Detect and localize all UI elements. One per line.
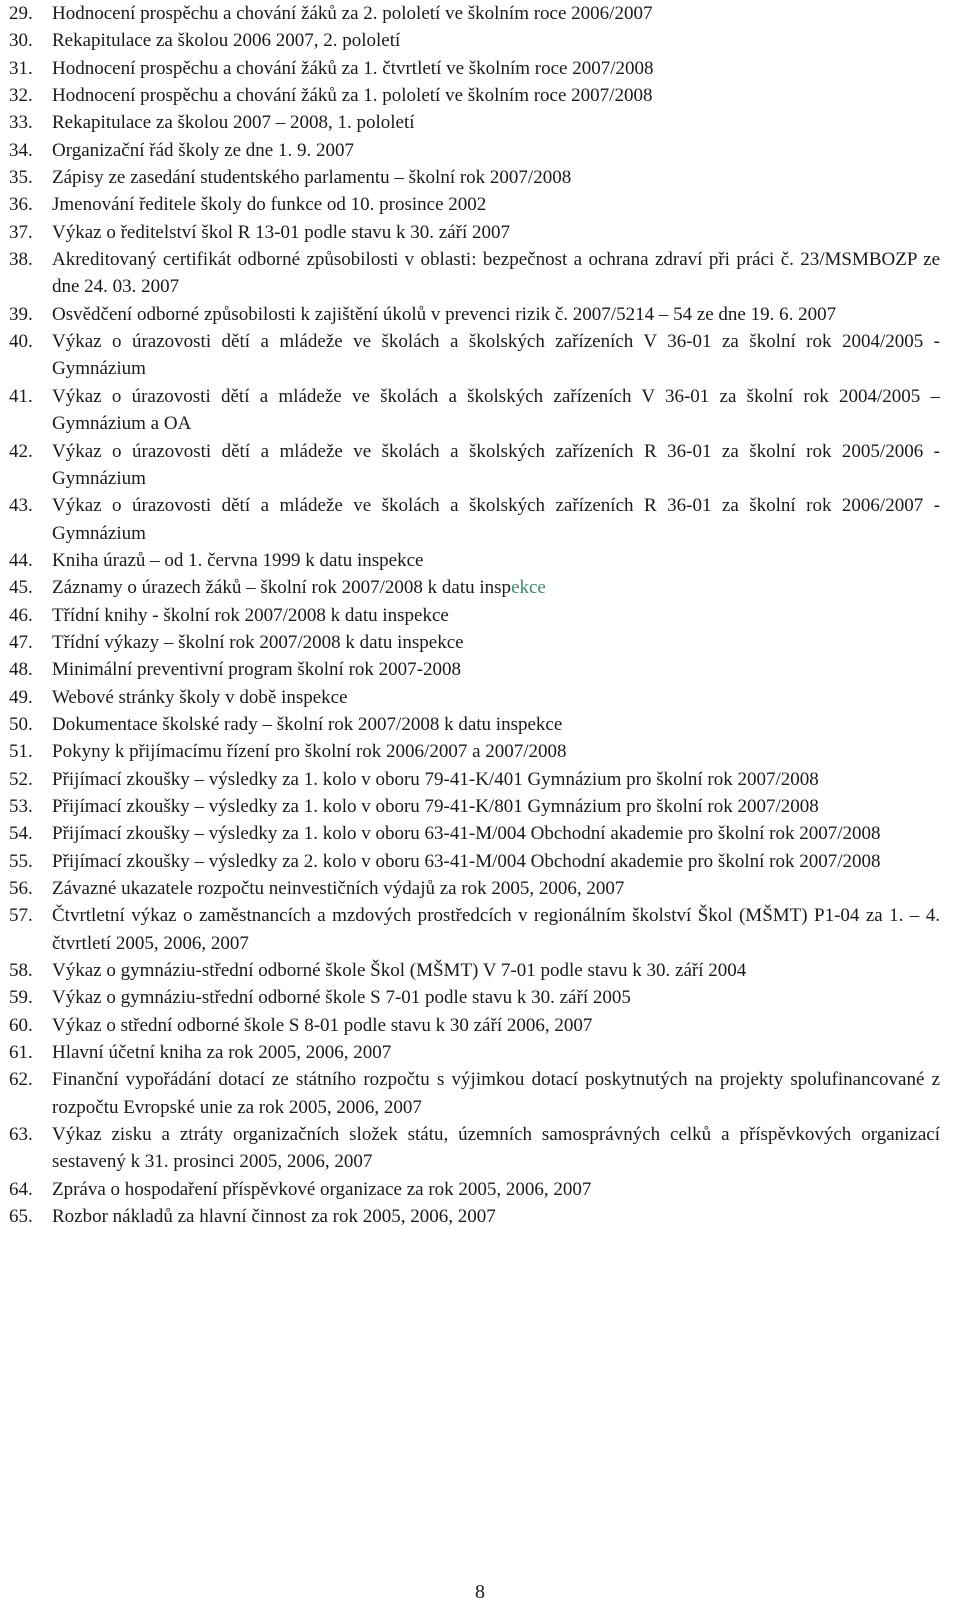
item-number: 51. [9, 741, 33, 763]
item-number: 60. [9, 1014, 33, 1036]
item-text: Záznamy o úrazech žáků – školní rok 2007/2008 k datu insp [52, 577, 512, 599]
item-number: 49. [9, 686, 33, 708]
item-number: 42. [9, 440, 33, 462]
list-item [9, 328, 940, 383]
item-text: Přijímací zkoušky – výsledky za 1. kolo v oboru 79-41-K/801 Gymnázium pro školní rok 2007/2008 [52, 795, 819, 817]
item-number: 65. [9, 1206, 33, 1228]
item-text: Pokyny k přijímacímu řízení pro školní rok 2006/2007 a 2007/2008 [52, 741, 567, 763]
item-number: 56. [9, 878, 33, 899]
item-text: Třídní knihy - školní rok 2007/2008 k datu inspekce [52, 604, 449, 626]
list-item [9, 301, 940, 328]
list-item [9, 383, 940, 438]
item-text: Třídní výkazy – školní rok 2007/2008 k datu inspekce [52, 631, 464, 653]
item-number: 48. [9, 659, 33, 681]
item-text: Kniha úrazů – od 1. června 1999 k datu inspekce [52, 549, 424, 571]
item-number: 41. [9, 385, 33, 407]
list-item [9, 191, 940, 218]
list-item [9, 1012, 940, 1039]
list-item [9, 820, 940, 847]
item-number: 37. [9, 221, 33, 243]
item-number: 44. [9, 549, 33, 571]
item-text-tail: ekce [511, 577, 546, 599]
item-text: Výkaz o úrazovosti dětí a mládeže ve školách a školských zařízeních V 36-01 za školní rok 2004/2005 - Gymnázium [52, 331, 940, 380]
item-text: Hodnocení prospěchu a chování žáků za 2. pololetí ve školním roce 2006/2007 [52, 3, 653, 24]
list-item [9, 1066, 940, 1121]
list-item [9, 1039, 940, 1066]
item-number: 38. [9, 249, 33, 271]
list-item [9, 902, 940, 957]
item-number: 59. [9, 987, 33, 1009]
list-item [9, 684, 940, 711]
item-text: Hodnocení prospěchu a chování žáků za 1. pololetí ve školním roce 2007/2008 [52, 85, 653, 107]
item-text: Výkaz o ředitelství škol R 13-01 podle stavu k 30. září 2007 [52, 221, 511, 243]
item-text: Přijímací zkoušky – výsledky za 1. kolo v oboru 79-41-K/401 Gymnázium pro školní rok 2007/2008 [52, 768, 819, 790]
item-number: 54. [9, 823, 33, 845]
item-text: Webové stránky školy v době inspekce [52, 686, 348, 708]
item-text: Minimální preventivní program školní rok 2007-2008 [52, 659, 461, 681]
item-text: Hlavní účetní kniha za rok 2005, 2006, 2007 [52, 1042, 392, 1064]
item-number: 58. [9, 960, 33, 982]
list-item [9, 137, 940, 164]
item-number: 40. [9, 331, 33, 353]
list-item [9, 574, 940, 601]
item-number: 39. [9, 303, 33, 325]
item-text: Výkaz o gymnáziu-střední odborné škole Škol (MŠMT) V 7-01 podle stavu k 30. září 2004 [52, 960, 747, 982]
list-item [9, 82, 940, 109]
list-item [9, 547, 940, 574]
item-text: Výkaz o úrazovosti dětí a mládeže ve školách a školských zařízeních R 36-01 za školní rok 2005/2006 - Gymnázium [52, 440, 940, 489]
item-number: 52. [9, 768, 33, 790]
list-item [9, 27, 940, 54]
list-item [9, 492, 940, 547]
item-number: 34. [9, 139, 33, 161]
item-text: Rekapitulace za školou 2007 – 2008, 1. pololetí [52, 112, 415, 134]
item-number: 64. [9, 1178, 33, 1200]
item-text: Výkaz o gymnáziu-střední odborné škole S 7-01 podle stavu k 30. září 2005 [52, 987, 631, 1009]
item-number: 43. [9, 495, 33, 517]
list-item [9, 246, 940, 301]
item-text: Dokumentace školské rady – školní rok 2007/2008 k datu inspekce [52, 713, 563, 735]
item-number: 35. [9, 167, 33, 189]
item-text: Rozbor nákladů za hlavní činnost za rok 2005, 2006, 2007 [52, 1206, 496, 1228]
item-text: Organizační řád školy ze dne 1. 9. 2007 [52, 139, 354, 161]
item-number: 46. [9, 604, 33, 626]
list-item [9, 602, 940, 629]
list-item [9, 656, 940, 683]
item-number: 30. [9, 30, 33, 52]
item-text: Čtvrtletní výkaz o zaměstnancích a mzdových prostředcích v regionálním školství Škol (MŠMT) P1-04 za 1. – 4. čtvrtletí 2005, 2006, 2007 [52, 905, 940, 954]
list-item [9, 793, 940, 820]
item-text: Přijímací zkoušky – výsledky za 1. kolo v oboru 63-41-M/004 Obchodní akademie pro školní rok 2007/2008 [52, 823, 881, 845]
list-item [9, 629, 940, 656]
list-item [9, 1121, 940, 1176]
list-item [9, 164, 940, 191]
item-number: 61. [9, 1042, 33, 1064]
item-text: Výkaz o úrazovosti dětí a mládeže ve školách a školských zařízeních R 36-01 za školní rok 2006/2007 - Gymnázium [52, 495, 940, 544]
list-item [9, 766, 940, 793]
item-text: Výkaz zisku a ztráty organizačních složek státu, územních samosprávných celků a příspěvkových organizací sestavený k 31. prosinci 2005, 2006, 2007 [52, 1124, 940, 1173]
list-item [9, 438, 940, 493]
item-text: Zpráva o hospodaření příspěvkové organizace za rok 2005, 2006, 2007 [52, 1178, 592, 1200]
item-number: 63. [9, 1124, 33, 1146]
item-number: 50. [9, 713, 33, 735]
item-text: Výkaz o střední odborné škole S 8-01 podle stavu k 30 září 2006, 2007 [52, 1014, 593, 1036]
list-item [9, 957, 940, 984]
item-text: Jmenování ředitele školy do funkce od 10. prosince 2002 [52, 194, 487, 216]
list-item [9, 55, 940, 82]
item-number: 55. [9, 850, 33, 872]
item-number: 36. [9, 194, 33, 216]
item-text: Hodnocení prospěchu a chování žáků za 1. čtvrtletí ve školním roce 2007/2008 [52, 57, 654, 79]
list-item [9, 738, 940, 765]
list-item [9, 219, 940, 246]
item-text: Přijímací zkoušky – výsledky za 2. kolo v oboru 63-41-M/004 Obchodní akademie pro školní rok 2007/2008 [52, 850, 881, 872]
item-number: 32. [9, 85, 33, 107]
list-item [9, 0, 940, 27]
list-item [9, 848, 940, 875]
list-item [9, 711, 940, 738]
item-number: 47. [9, 631, 33, 653]
page-number: 8 [475, 1581, 485, 1603]
item-number: 29. [9, 3, 33, 24]
item-text: Finanční vypořádání dotací ze státního rozpočtu s výjimkou dotací poskytnutých na projekty spolufinancované z rozpočtu Evropské unie za rok 2005, 2006, 2007 [52, 1069, 940, 1118]
item-text: Rekapitulace za školou 2006 2007, 2. pololetí [52, 30, 401, 52]
item-number: 57. [9, 905, 33, 927]
item-number: 62. [9, 1069, 33, 1091]
list-item [9, 109, 940, 136]
item-number: 33. [9, 112, 33, 134]
item-number: 45. [9, 577, 33, 599]
list-item [9, 984, 940, 1011]
list-item [9, 1176, 940, 1203]
item-text: Závazné ukazatele rozpočtu neinvestičních výdajů za rok 2005, 2006, 2007 [52, 878, 625, 899]
item-text: Zápisy ze zasedání studentského parlamentu – školní rok 2007/2008 [52, 167, 572, 189]
item-number: 31. [9, 57, 33, 79]
item-text: Akreditovaný certifikát odborné způsobilosti v oblasti: bezpečnost a ochrana zdraví při práci č. 23/MSMBOZP ze dne 24. 03. 2007 [52, 249, 940, 298]
list-item [9, 875, 940, 902]
item-text: Výkaz o úrazovosti dětí a mládeže ve školách a školských zařízeních V 36-01 za školní rok 2004/2005 – Gymnázium a OA [52, 385, 940, 435]
list-item [9, 1203, 940, 1230]
item-text: Osvědčení odborné způsobilosti k zajištění úkolů v prevenci rizik č. 2007/5214 – 54 ze dne 19. 6. 2007 [52, 303, 837, 325]
item-number: 53. [9, 795, 33, 817]
